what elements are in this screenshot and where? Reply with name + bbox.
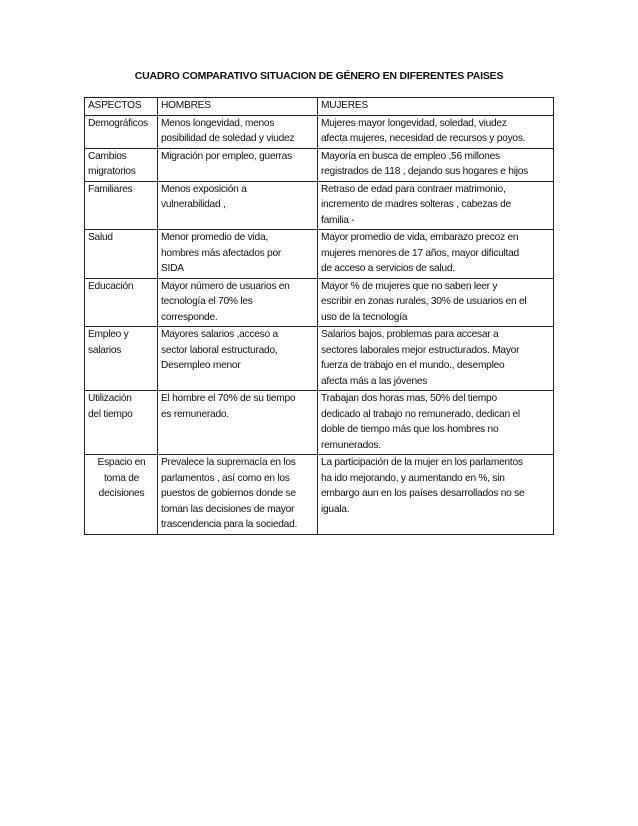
women-cell: La participación de la mujer en los parlamentos ha ido mejorando, y aumentando en %, sin embargo aun en los países desarrollados no se iguala. [318,455,554,535]
men-cell: Mayor número de usuarios en tecnología el 70% les corresponde. [158,278,318,327]
aspect-cell: Espacio en toma de decisiones [85,455,158,535]
aspect-cell: Cambios migratorios [85,148,158,181]
men-cell: Mayores salarios ,acceso a sector laboral estructurado, Desempleo menor [158,327,318,391]
men-cell: Menos longevidad, menos posibilidad de soledad y viudez [158,115,318,148]
comparison-table [84,97,554,535]
women-cell: Mayor promedio de vida, embarazo precoz en mujeres menores de 17 años, mayor dificultad de acceso a servicios de salud. [318,230,554,279]
men-cell: Menos exposición a vulnerabilidad , [158,181,318,230]
women-cell: Retraso de edad para contraer matrimonio, incremento de madres solteras , cabezas de familia - [318,181,554,230]
table-row [85,181,554,230]
aspect-cell: Salud [85,230,158,279]
table-row [85,115,554,148]
table-row [85,455,554,535]
aspect-cell: Empleo y salarios [85,327,158,391]
table-row [85,327,554,391]
header-hombres: HOMBRES [158,98,318,116]
women-cell: Salarios bajos, problemas para accesar a sectores laborales mejor estructurados. Mayor fuerza de trabajo en el mundo., desempleo afecta más a las jóvenes [318,327,554,391]
women-cell: Mujeres mayor longevidad, soledad, viudez afecta mujeres, necesidad de recursos y poyos. [318,115,554,148]
men-cell: Prevalece la supremacía en los parlamentos , así como en los puestos de gobiernos donde se toman las decisiones de mayor trascendencia para la sociedad. [158,455,318,535]
header-aspectos: ASPECTOS [85,98,158,116]
women-cell: Mayor % de mujeres que no saben leer y escribir en zonas rurales, 30% de usuarios en el uso de la tecnología [318,278,554,327]
table-row [85,148,554,181]
men-cell: Migración por empleo, guerras [158,148,318,181]
table-row [85,230,554,279]
aspect-cell: Familiares [85,181,158,230]
aspect-cell: Demográficos [85,115,158,148]
table-header-row [85,98,554,116]
aspect-cell: Utilización del tiempo [85,391,158,455]
aspect-cell: Educación [85,278,158,327]
men-cell: Menor promedio de vida, hombres más afectados por SIDA [158,230,318,279]
men-cell: El hombre el 70% de su tiempo es remunerado. [158,391,318,455]
women-cell: Trabajan dos horas mas, 50% del tiempo dedicado al trabajo no remunerado, dedican el doble de tiempo más que los hombres no remunerados. [318,391,554,455]
document-title: CUADRO COMPARATIVO SITUACION DE GÉNERO EN DIFERENTES PAISES [134,70,504,82]
women-cell: Mayoría en busca de empleo ,56 millones registrados de 118 , dejando sus hogares e hijos [318,148,554,181]
table-row [85,278,554,327]
table-row [85,391,554,455]
header-mujeres: MUJERES [318,98,554,116]
